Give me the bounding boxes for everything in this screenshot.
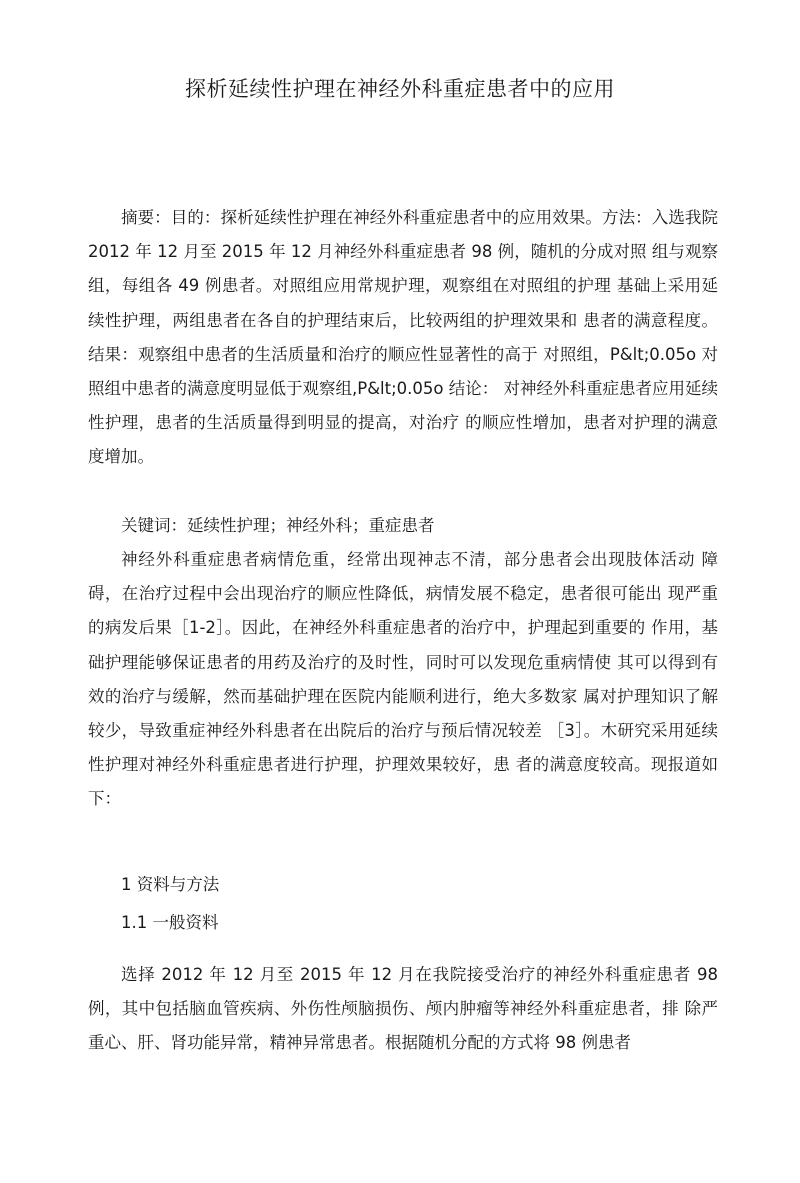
body-paragraph: 选择 2012 年 12 月至 2015 年 12 月在我院接受治疗的神经外科重症患者 98 例，其中包括脑血管疾病、外伤性颅脑损伤、颅内肿瘤等神经外科重症患者，排 除严重心、肝、肾功能异常，精神异常患者。根据随机分配的方式将 98 例患者: [88, 965, 718, 1053]
intro-paragraph: 神经外科重症患者病情危重，经常出现神志不清，部分患者会出现肢体活动 障碍，在治疗过程中会出现治疗的顺应性降低，病情发展不稳定，患者很可能出 现严重的病发后果［1-2］。因此，在神经外科重症患者的治疗中，护理起到重要的 作用，基础护理能够保证患者的用药及治疗的及时性，同时可以发现危重病情使 其可以得到有效的治疗与缓解，然而基础护理在医院内能顺利进行，绝大多数家 属对护理知识了解较少，导致重症神经外科患者在出院后的治疗与预后情况较差 ［3］。木研究采用延续性护理对神经外科重症患者进行护理，护理效果较好，患 者的满意度较高。现报道如下：: [88, 550, 718, 809]
keywords-line: 关键词：延续性护理；神经外科；重症患者: [121, 516, 435, 535]
paper-title: 探析延续性护理在神经外科重症患者中的应用: [185, 77, 615, 101]
subsection-heading: 1.1 一般资料: [121, 913, 219, 932]
section-heading: 1 资料与方法: [121, 875, 220, 894]
abstract-paragraph: 摘要：目的：探析延续性护理在神经外科重症患者中的应用效果。方法：入选我院 2012 年 12 月至 2015 年 12 月神经外科重症患者 98 例，随机的分成对照 组与观察组，每组各 49 例患者。对照组应用常规护理，观察组在对照组的护理 基础上采用延续性护理，两组患者在各自的护理结束后，比较两组的护理效果和 患者的满意程度。结果：观察组中患者的生活质量和治疗的顺应性显著性的高于 对照组，P&lt;0.05o 对照组中患者的满意度明显低于观察组,P&lt;0.05o 结论： 对神经外科重症患者应用延续性护理，患者的生活质量得到明显的提高，对治疗 的顺应性增加，患者对护理的满意度增加。: [88, 208, 718, 467]
